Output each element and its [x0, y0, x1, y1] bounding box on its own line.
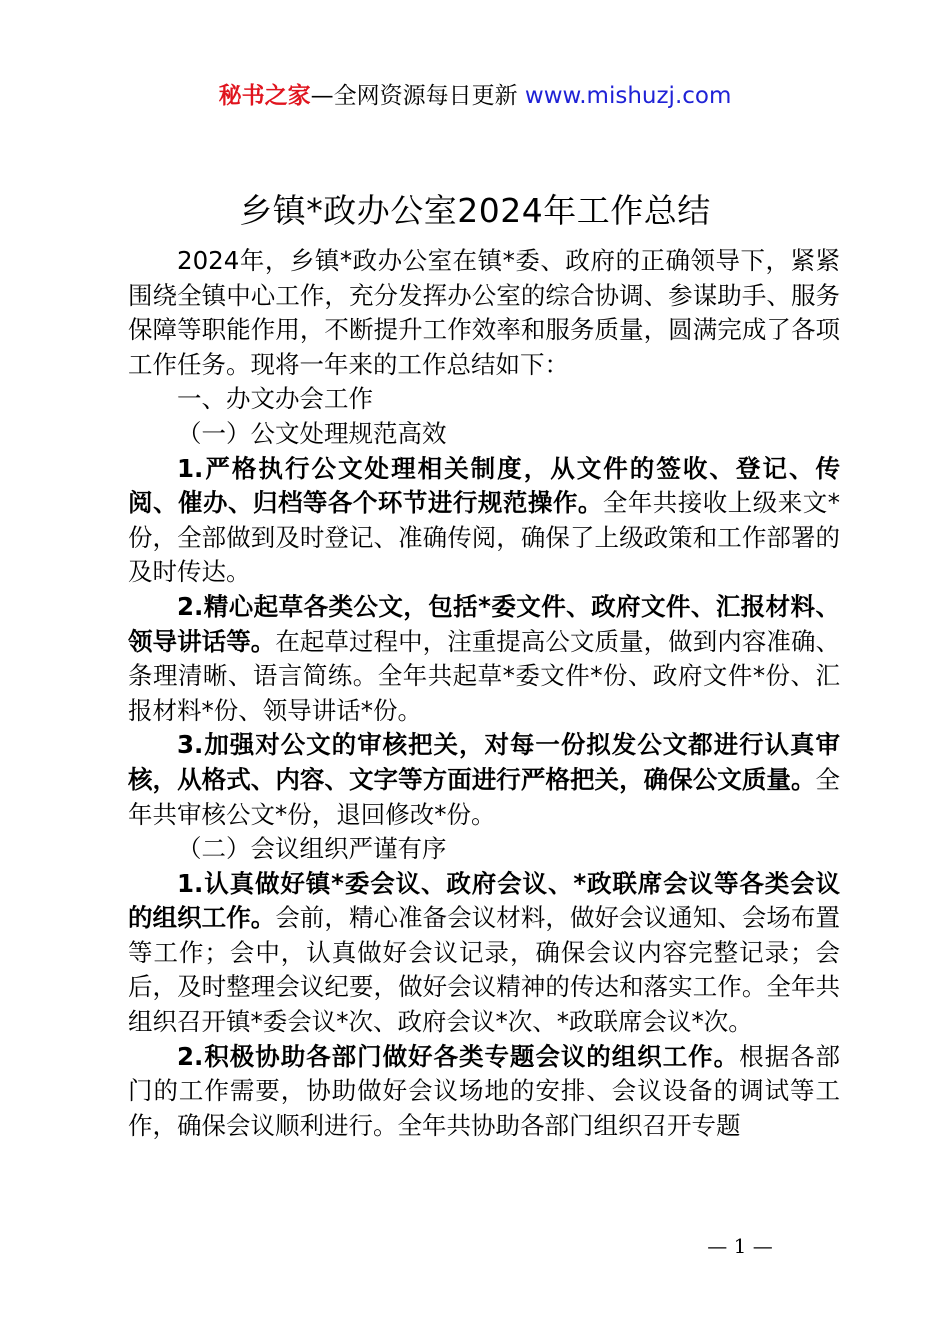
header-separator: —: [310, 83, 334, 109]
brand-name: 秘书之家: [218, 83, 311, 109]
intro-paragraph: 2024年，乡镇*政办公室在镇*委、政府的正确领导下，紧紧围绕全镇中心工作，充分发挥办公室的综合协调、参谋助手、服务保障等职能作用，不断提升工作效率和服务质量，圆满完成了各项工作任务。现将一年来的工作总结如下：: [128, 246, 840, 379]
item-lead: 2.精心起草各类公文，包括*委文件、政府文件、汇报材料、领导讲话等。: [128, 591, 840, 656]
page-number: — 1 —: [707, 1234, 773, 1258]
item-lead: 1.认真做好镇*委会议、政府会议、*政联席会议等各类会议的组织工作。: [128, 868, 840, 933]
site-header: [0, 80, 950, 112]
item-text: 全年共接收上级来文*份，全部做到及时登记、准确传阅，确保了上级政策和工作部署的及时传达。: [128, 488, 840, 587]
item-text: 全年共审核公文*份，退回修改*份。: [128, 764, 840, 829]
list-item: [128, 867, 840, 1040]
item-text: 根据各部门的工作需要，协助做好会议场地的安排、会议设备的调试等工作，确保会议顺利进行。全年共协助各部门组织召开专题: [128, 1041, 841, 1140]
section-heading: 一、办文办会工作: [177, 384, 373, 414]
list-item: [128, 590, 840, 728]
subsection-heading: （一）公文处理规范高效: [177, 418, 447, 448]
item-lead: 2.积极协助各部门做好各类专题会议的组织工作。: [177, 1041, 740, 1071]
list-item: [128, 452, 840, 590]
list-item: [128, 1040, 840, 1144]
site-url-link[interactable]: www.mishuzj.com: [524, 83, 732, 109]
item-lead: 1.严格执行公文处理相关制度，从文件的签收、登记、传阅、催办、归档等各个环节进行规范操作。: [128, 453, 840, 518]
list-item: [128, 728, 840, 832]
item-text: 会前，精心准备会议材料，做好会议通知、会场布置等工作；会中，认真做好会议记录，确保会议内容完整记录；会后，及时整理会议纪要，做好会议精神的传达和落实工作。全年共组织召开镇*委会议*次、政府会议*次、*政联席会议*次。: [128, 903, 841, 1037]
document-body: [128, 244, 840, 1143]
header-tagline: 全网资源每日更新: [333, 83, 518, 109]
item-text: 在起草过程中，注重提高公文质量，做到内容准确、条理清晰、语言简练。全年共起草*委文件*份、政府文件*份、汇报材料*份、领导讲话*份。: [128, 626, 841, 725]
subsection-heading: （二）会议组织严谨有序: [177, 834, 447, 864]
item-lead: 3.加强对公文的审核把关，对每一份拟发公文都进行认真审核，从格式、内容、文字等方面进行严格把关，确保公文质量。: [128, 730, 840, 794]
document-title: 乡镇*政办公室2024年工作总结: [239, 191, 711, 230]
